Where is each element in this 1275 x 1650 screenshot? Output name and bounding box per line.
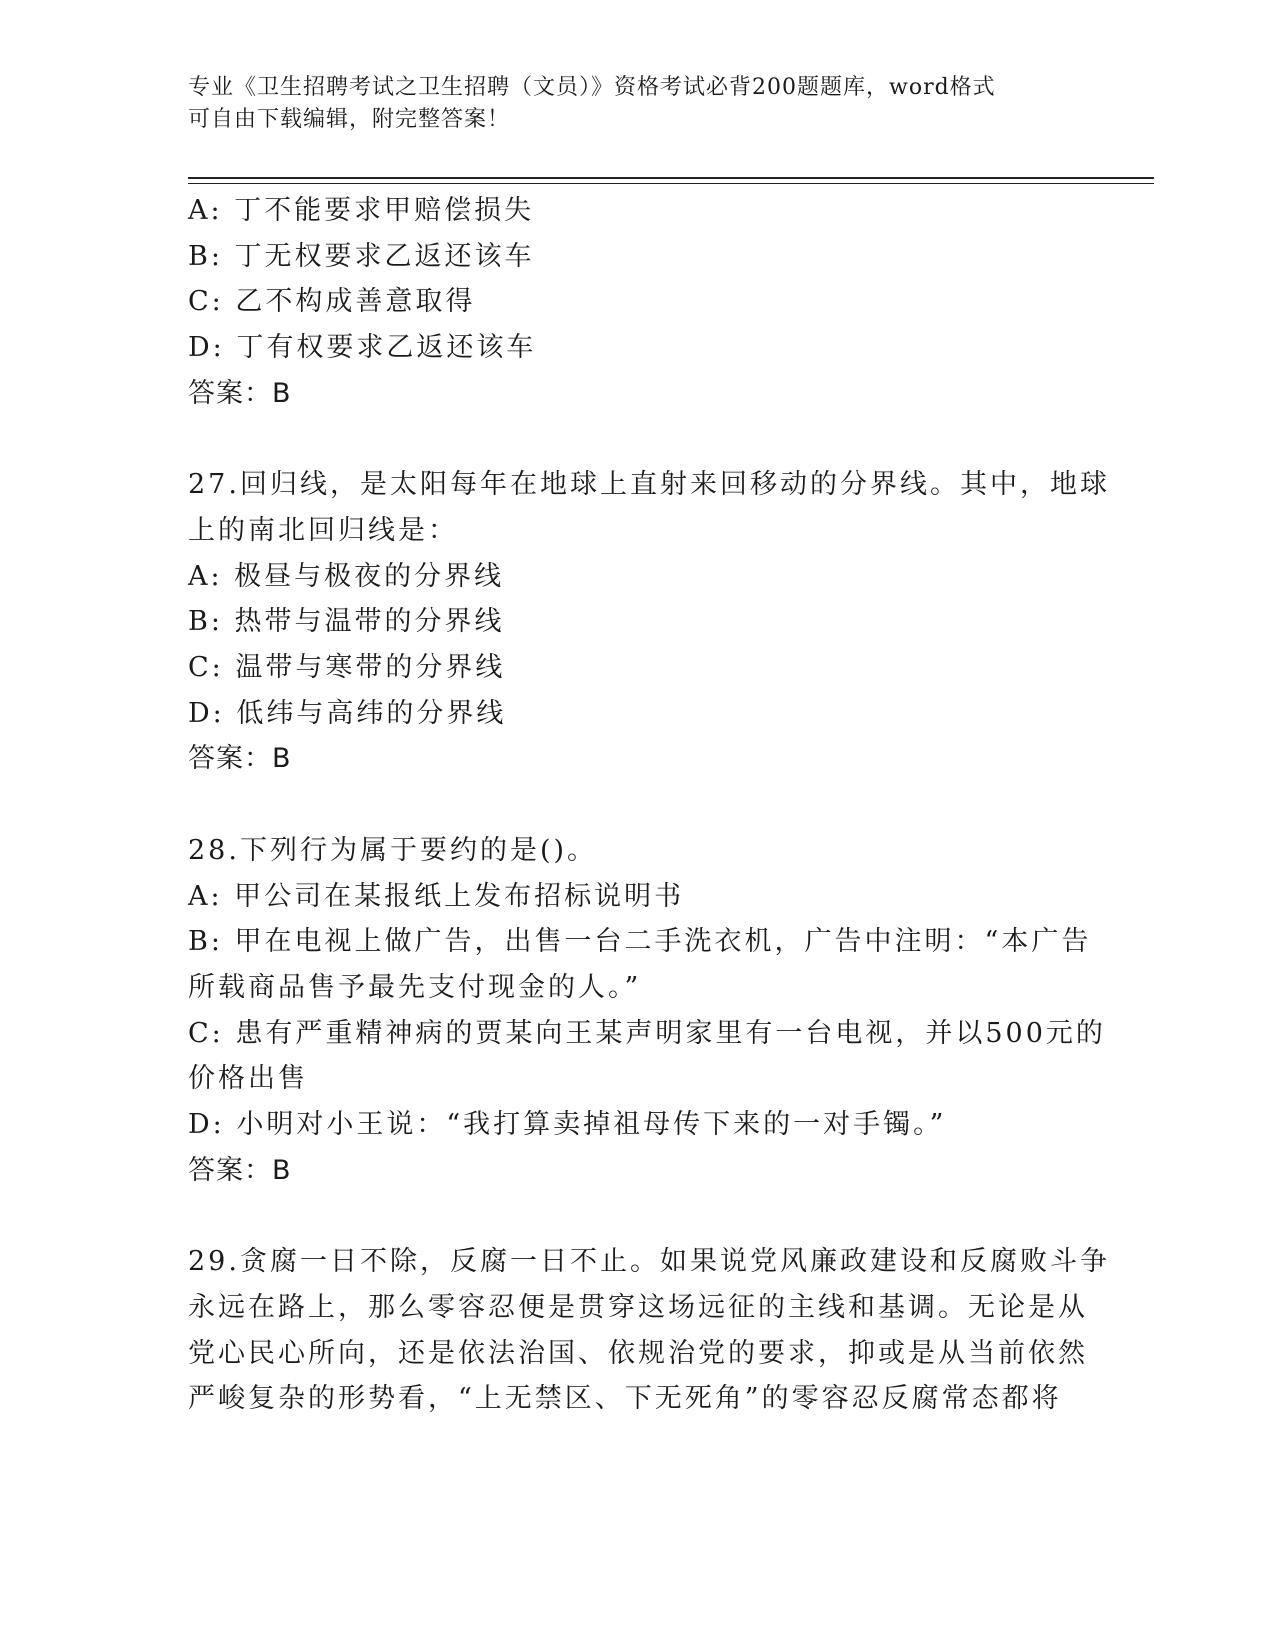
answer-label: 答案：B: [188, 1154, 292, 1186]
question-stem-line: 29.贪腐一日不除，反腐一日不止。如果说党风廉政建设和反腐败斗争: [188, 1246, 1110, 1278]
spacer: [188, 417, 1088, 463]
answer-label: 答案：B: [188, 377, 292, 409]
option-b: B: 热带与温带的分界线: [188, 606, 505, 638]
option-a: A: 丁不能要求甲赔偿损失: [188, 195, 535, 226]
option-a: A: 甲公司在某报纸上发布招标说明书: [188, 880, 685, 912]
header-divider-thin: [188, 183, 1154, 184]
document-body: [188, 188, 1110, 1422]
header-title-line-2: 可自由下载编辑，附完整答案！: [188, 107, 511, 132]
page-header: [188, 72, 1068, 136]
question-27-block: [188, 462, 1110, 782]
option-b-line-1: B: 甲在电视上做广告，出售一台二手洗衣机，广告中注明：“本广告: [188, 926, 1092, 958]
question-stem-line: 27.回归线，是太阳每年在地球上直射来回移动的分界线。其中，地球: [188, 469, 1110, 501]
question-stem-line: 28.下列行为属于要约的是()。: [188, 834, 598, 866]
option-c-line-1: C: 患有严重精神病的贾某向王某声明家里有一台电视，并以500元的: [188, 1017, 1106, 1049]
question-29-block: [188, 1239, 1110, 1422]
question-28-block: [188, 828, 1106, 1194]
option-b: B: 丁无权要求乙返还该车: [188, 240, 535, 272]
option-d: D: 低纬与高纬的分界线: [188, 697, 507, 729]
option-c-line-2: 价格出售: [188, 1063, 308, 1095]
question-26-block: [188, 188, 1088, 417]
question-stem-line: 党心民心所向，还是依法治国、依规治党的要求，抑或是从当前依然: [188, 1337, 1088, 1369]
option-c: C: 温带与寒带的分界线: [188, 652, 506, 684]
option-b-line-2: 所载商品售予最先支付现金的人。”: [188, 971, 642, 1003]
option-a: A: 极昼与极夜的分界线: [188, 560, 505, 592]
option-d: D: 小明对小王说：“我打算卖掉祖母传下来的一对手镯。”: [188, 1109, 947, 1141]
question-stem-line: 永远在路上，那么零容忍便是贯穿这场远征的主线和基调。无论是从: [188, 1291, 1088, 1323]
question-stem-line: 严峻复杂的形势看，“上无禁区、下无死角”的零容忍反腐常态都将: [188, 1383, 1062, 1415]
spacer: [188, 782, 1088, 828]
header-divider-thick: [188, 177, 1154, 179]
header-title-line-1: 专业《卫生招聘考试之卫生招聘（文员）》资格考试必背200题题库，word格式: [188, 75, 996, 100]
spacer: [188, 1193, 1088, 1239]
answer-label: 答案：B: [188, 743, 292, 775]
option-c: C: 乙不构成善意取得: [188, 286, 476, 318]
question-stem-line: 上的南北回归线是：: [188, 514, 458, 546]
option-d: D: 丁有权要求乙返还该车: [188, 332, 537, 364]
